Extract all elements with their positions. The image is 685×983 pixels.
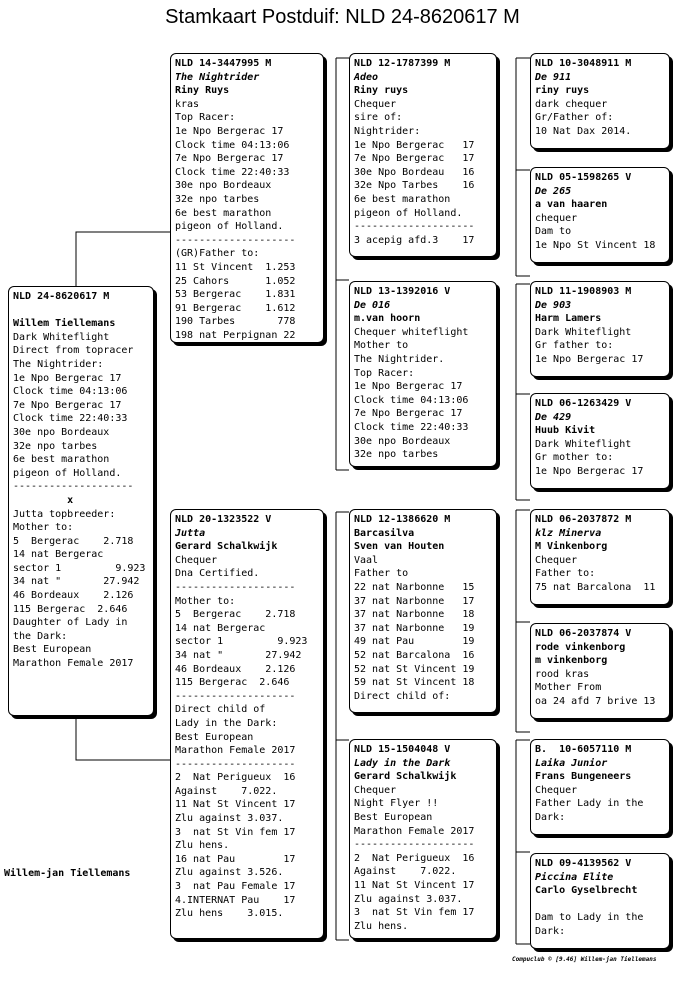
card-line: Clock time 22:40:33 bbox=[175, 166, 290, 178]
card-line: Barcasilva bbox=[354, 527, 415, 539]
card-line: Father Lady in the bbox=[535, 798, 644, 810]
card-line: Clock time 22:40:33 bbox=[354, 421, 469, 433]
great-grandparent-card-5 bbox=[530, 509, 670, 605]
card-line: Marathon Female 2017 bbox=[175, 745, 296, 757]
card-line: sire of: bbox=[354, 112, 403, 124]
card-line: 3 nat St Vin fem 17 bbox=[175, 826, 296, 838]
card-line: Zlu hens. bbox=[354, 920, 409, 932]
card-line: Dark Whiteflight bbox=[13, 331, 110, 343]
card-line: 7e Npo Bergerac 17 bbox=[13, 399, 122, 411]
great-grandparent-card-1 bbox=[530, 53, 670, 149]
card-line: Zlu hens. bbox=[175, 840, 230, 852]
card-line: Clock time 04:13:06 bbox=[175, 139, 290, 151]
card-line: Jutta bbox=[175, 527, 206, 539]
card-line: NLD 12-1386620 M bbox=[354, 514, 451, 525]
card-line: 37 nat Narbonne 17 bbox=[354, 595, 475, 607]
card-line: a van haaren bbox=[535, 199, 608, 211]
card-line: Against 7.022. bbox=[354, 866, 457, 878]
card-line: 32e npo tarbes bbox=[354, 449, 439, 461]
card-line: 37 nat Narbonne 18 bbox=[354, 609, 475, 621]
card-line: klz Minerva bbox=[535, 527, 602, 539]
card-line: 6e best marathon bbox=[13, 454, 110, 466]
card-line: Father to: bbox=[535, 568, 596, 580]
card-line: Mother From bbox=[535, 682, 602, 694]
card-line: Carlo Gyselbrecht bbox=[535, 885, 638, 897]
card-line: Laika Junior bbox=[535, 757, 608, 769]
card-line: rood kras bbox=[535, 668, 590, 680]
card-line: Chequer bbox=[354, 98, 397, 110]
card-line: 91 Bergerac 1.612 bbox=[175, 302, 296, 314]
card-line: pigeon of Holland. bbox=[13, 467, 122, 479]
card-line: oa 24 afd 7 brive 13 bbox=[535, 695, 656, 707]
card-line: 2 Nat Perigueux 16 bbox=[354, 852, 475, 864]
card-line: Clock time 04:13:06 bbox=[13, 386, 128, 398]
card-line bbox=[13, 304, 149, 318]
card-line: Mother to: bbox=[13, 522, 74, 534]
card-line: 1e Npo St Vincent 18 bbox=[535, 239, 656, 251]
card-line: 7e Npo Bergerac 17 bbox=[175, 153, 284, 165]
card-line: 14 nat Bergerac bbox=[13, 549, 104, 561]
card-line: -------------------- bbox=[175, 690, 296, 702]
card-line: Chequer bbox=[175, 554, 218, 566]
card-line: 52 nat St Vincent 19 bbox=[354, 663, 475, 675]
card-line: Nightrider: bbox=[354, 125, 421, 137]
card-line: Mother to bbox=[354, 340, 409, 352]
card-line: 59 nat St Vincent 18 bbox=[354, 677, 475, 689]
card-line: Best European bbox=[354, 811, 433, 823]
card-line: Dam to Lady in the bbox=[535, 912, 644, 924]
card-line: 4.INTERNAT Pau 17 bbox=[175, 894, 296, 906]
card-line: 49 nat Pau 19 bbox=[354, 636, 475, 648]
card-line: 190 Tarbes 778 bbox=[175, 316, 296, 328]
card-line: 3 acepig afd.3 17 bbox=[354, 234, 475, 246]
card-line: 32e npo tarbes bbox=[13, 440, 98, 452]
card-line: Gerard Schalkwijk bbox=[354, 771, 457, 783]
card-line: Chequer bbox=[535, 784, 578, 796]
card-line: De 429 bbox=[535, 411, 572, 423]
card-line: Marathon Female 2017 bbox=[13, 658, 134, 670]
card-line: De 911 bbox=[535, 71, 572, 83]
card-line: Mother to: bbox=[175, 595, 236, 607]
card-line: 1e Npo Bergerac 17 bbox=[13, 372, 122, 384]
card-line: De 016 bbox=[354, 299, 391, 311]
page-title: Stamkaart Postduif: NLD 24-8620617 M bbox=[165, 6, 520, 28]
paternal-granddam-card bbox=[349, 281, 497, 467]
card-line: x bbox=[13, 494, 74, 506]
card-line: m.van hoorn bbox=[354, 313, 421, 325]
card-line: 1e Npo Bergerac 17 bbox=[175, 125, 284, 137]
card-line: 22 nat Narbonne 15 bbox=[354, 581, 475, 593]
card-line: 30e npo Bordeaux bbox=[354, 435, 451, 447]
card-line: 52 nat Barcalona 16 bbox=[354, 649, 475, 661]
card-line: Gr mother to: bbox=[535, 452, 614, 464]
card-line: M Vinkenborg bbox=[535, 541, 608, 553]
card-line: 30e Npo Bordeau 16 bbox=[354, 166, 475, 178]
card-line: NLD 06-2037872 M bbox=[535, 514, 632, 525]
card-line: Night Flyer !! bbox=[354, 798, 439, 810]
card-line: 10 Nat Dax 2014. bbox=[535, 125, 632, 137]
card-line: 2 Nat Perigueux 16 bbox=[175, 772, 296, 784]
card-line: NLD 20-1323522 V bbox=[175, 514, 272, 525]
card-line: Best European bbox=[13, 644, 92, 656]
card-line: Dark: bbox=[535, 925, 566, 937]
card-line: De 903 bbox=[535, 299, 572, 311]
card-line: NLD 06-1263429 V bbox=[535, 398, 632, 409]
card-line: Huub Kivit bbox=[535, 425, 596, 437]
card-line: Dam to bbox=[535, 226, 572, 238]
card-line: Gr father to: bbox=[535, 340, 614, 352]
great-grandparent-card-7 bbox=[530, 739, 670, 835]
card-line: Gerard Schalkwijk bbox=[175, 541, 278, 553]
card-line: 1e Npo Bergerac 17 bbox=[535, 353, 644, 365]
card-line: 11 Nat St Vincent 17 bbox=[175, 799, 296, 811]
card-line: Lady in the Dark: bbox=[175, 717, 278, 729]
card-line: 53 Bergerac 1.831 bbox=[175, 289, 296, 301]
card-line: dark chequer bbox=[535, 98, 608, 110]
card-line: 5 Bergerac 2.718 bbox=[175, 609, 296, 621]
card-line: Sven van Houten bbox=[354, 541, 445, 553]
card-line: -------------------- bbox=[175, 758, 296, 770]
card-line: -------------------- bbox=[354, 839, 475, 851]
card-line: NLD 13-1392016 V bbox=[354, 286, 451, 297]
card-line: Dark Whiteflight bbox=[535, 438, 632, 450]
card-line: Jutta topbreeder: bbox=[13, 508, 116, 520]
card-line: 3 nat St Vin fem 17 bbox=[354, 907, 475, 919]
card-line: Zlu against 3.037. bbox=[175, 813, 284, 825]
card-line: Dna Certified. bbox=[175, 568, 260, 580]
card-line: Riny ruys bbox=[354, 85, 409, 97]
card-line: NLD 10-3048911 M bbox=[535, 58, 632, 69]
great-grandparent-card-6 bbox=[530, 623, 670, 719]
card-line: Dark: bbox=[535, 811, 566, 823]
card-line: -------------------- bbox=[13, 481, 134, 493]
card-line: 7e Npo Bergerac 17 bbox=[354, 408, 463, 420]
card-line: 6e best marathon bbox=[175, 207, 272, 219]
card-line: Lady in the Dark bbox=[354, 757, 451, 769]
great-grandparent-card-8 bbox=[530, 853, 670, 949]
card-line: 115 Bergerac 2.646 bbox=[13, 603, 128, 615]
card-line: The Nightrider. bbox=[354, 353, 445, 365]
software-credit: Compuclub © [9.46] Willem-jan Tiellemans bbox=[512, 956, 657, 963]
great-grandparent-card-4 bbox=[530, 393, 670, 489]
card-line: 1e Npo Bergerac 17 bbox=[354, 139, 475, 151]
card-line: Frans Bungeneers bbox=[535, 771, 632, 783]
card-line: 46 Bordeaux 2.126 bbox=[175, 663, 296, 675]
card-line: -------------------- bbox=[175, 234, 296, 246]
card-line: -------------------- bbox=[354, 221, 475, 233]
card-line: pigeon of Holland. bbox=[354, 207, 463, 219]
great-grandparent-card-3 bbox=[530, 281, 670, 377]
card-line: 75 nat Barcalona 11 bbox=[535, 581, 656, 593]
owner-name: Willem-jan Tiellemans bbox=[4, 868, 131, 879]
card-line: pigeon of Holland. bbox=[175, 221, 284, 233]
card-line: NLD 11-1908903 M bbox=[535, 286, 632, 297]
card-line: 11 Nat St Vincent 17 bbox=[354, 879, 475, 891]
card-line: 1e Npo Bergerac 17 bbox=[354, 381, 463, 393]
card-line: 16 nat Pau 17 bbox=[175, 853, 296, 865]
card-line: 30e npo Bordeaux bbox=[175, 180, 272, 192]
subject-pigeon-card bbox=[8, 286, 154, 716]
card-line: Zlu against 3.037. bbox=[354, 893, 463, 905]
card-line: 34 nat " 27.942 bbox=[175, 649, 302, 661]
card-line: NLD 05-1598265 V bbox=[535, 172, 632, 183]
card-line: 46 Bordeaux 2.126 bbox=[13, 590, 134, 602]
card-line: Marathon Female 2017 bbox=[354, 825, 475, 837]
card-line: Best European bbox=[175, 731, 254, 743]
card-line: 32e npo tarbes bbox=[175, 193, 260, 205]
card-line: The Nightrider bbox=[175, 71, 260, 83]
card-line: Daughter of Lady in bbox=[13, 617, 128, 629]
card-line: riny ruys bbox=[535, 85, 590, 97]
great-grandparent-card-2 bbox=[530, 167, 670, 263]
card-line: 14 nat Bergerac bbox=[175, 622, 266, 634]
card-line: the Dark: bbox=[13, 630, 68, 642]
card-line: 198 nat Perpignan 22 bbox=[175, 329, 296, 341]
card-line: Piccina Elite bbox=[535, 871, 614, 883]
card-line: -------------------- bbox=[175, 581, 296, 593]
card-line: 30e npo Bordeaux bbox=[13, 426, 110, 438]
card-line: Chequer bbox=[354, 784, 397, 796]
sire-card bbox=[170, 53, 324, 343]
card-line: 3 nat Pau Female 17 bbox=[175, 881, 296, 893]
maternal-grandsire-card bbox=[349, 509, 497, 713]
card-line: m vinkenborg bbox=[535, 655, 608, 667]
card-line: NLD 12-1787399 M bbox=[354, 58, 451, 69]
card-line: The Nightrider: bbox=[13, 358, 104, 370]
card-line: 34 nat " 27.942 bbox=[13, 576, 140, 588]
dam-card bbox=[170, 509, 324, 939]
card-line: Clock time 04:13:06 bbox=[354, 394, 469, 406]
card-line: NLD 14-3447995 M bbox=[175, 58, 272, 69]
card-line: Chequer whiteflight bbox=[354, 326, 469, 338]
card-line: B. 10-6057110 M bbox=[535, 744, 632, 755]
card-line: sector 1 9.923 bbox=[175, 636, 308, 648]
card-line: kras bbox=[175, 98, 200, 110]
card-line bbox=[535, 898, 665, 912]
card-line: Top Racer: bbox=[354, 367, 415, 379]
card-line: chequer bbox=[535, 212, 578, 224]
card-line: 37 nat Narbonne 19 bbox=[354, 622, 475, 634]
card-line: Harm Lamers bbox=[535, 313, 602, 325]
card-line: 32e Npo Tarbes 16 bbox=[354, 180, 475, 192]
card-line: 115 Bergerac 2.646 bbox=[175, 677, 290, 689]
card-line: Gr/Father of: bbox=[535, 112, 614, 124]
maternal-granddam-card bbox=[349, 739, 497, 939]
card-line: sector 1 9.923 bbox=[13, 562, 146, 574]
card-line: rode vinkenborg bbox=[535, 641, 626, 653]
card-line: Adeo bbox=[354, 71, 379, 83]
card-line: Against 7.022. bbox=[175, 785, 278, 797]
card-line: (GR)Father to: bbox=[175, 248, 260, 260]
card-line: 6e best marathon bbox=[354, 193, 451, 205]
card-line: NLD 15-1504048 V bbox=[354, 744, 451, 755]
card-line: Top Racer: bbox=[175, 112, 236, 124]
card-line: Riny Ruys bbox=[175, 85, 230, 97]
card-line: NLD 06-2037874 V bbox=[535, 628, 632, 639]
paternal-grandsire-card bbox=[349, 53, 497, 257]
card-line: Zlu against 3.526. bbox=[175, 867, 284, 879]
card-line: Direct child of bbox=[175, 704, 266, 716]
card-line: Dark Whiteflight bbox=[535, 326, 632, 338]
card-line: NLD 24-8620617 M bbox=[13, 291, 110, 302]
card-line: De 265 bbox=[535, 185, 572, 197]
card-line: Father to bbox=[354, 568, 409, 580]
card-line: Vaal bbox=[354, 554, 379, 566]
card-line: Chequer bbox=[535, 554, 578, 566]
card-line: 25 Cahors 1.052 bbox=[175, 275, 296, 287]
card-line: 7e Npo Bergerac 17 bbox=[354, 153, 475, 165]
card-line: Zlu hens 3.015. bbox=[175, 908, 284, 920]
card-line: Direct from topracer bbox=[13, 345, 134, 357]
card-line: 5 Bergerac 2.718 bbox=[13, 535, 134, 547]
card-line: Direct child of: bbox=[354, 690, 451, 702]
card-line: Clock time 22:40:33 bbox=[13, 413, 128, 425]
card-line: 1e Npo Bergerac 17 bbox=[535, 465, 644, 477]
card-line: Willem Tiellemans bbox=[13, 318, 116, 330]
card-line: 11 St Vincent 1.253 bbox=[175, 261, 296, 273]
card-line: NLD 09-4139562 V bbox=[535, 858, 632, 869]
